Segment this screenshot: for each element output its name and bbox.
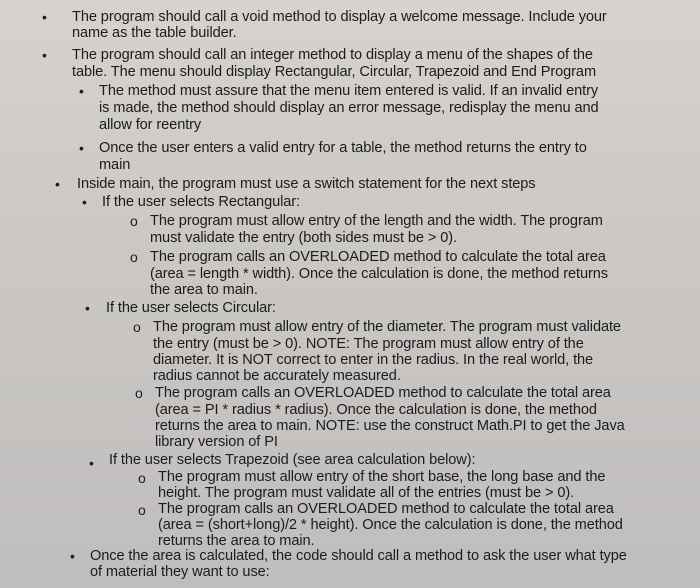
text-line: The program calls an OVERLOADED method to calculate the total area bbox=[150, 249, 606, 265]
bullet-dot: • bbox=[42, 47, 47, 63]
text-line: returns the area to main. bbox=[158, 533, 315, 549]
text-line: allow for reentry bbox=[99, 117, 202, 133]
text-line: radius cannot be accurately measured. bbox=[153, 368, 401, 384]
bullet-circle: o bbox=[133, 319, 141, 335]
text-line: is made, the method should display an error message, redisplay the menu and bbox=[99, 100, 599, 116]
text-line: name as the table builder. bbox=[72, 25, 237, 41]
text-line: If the user selects Rectangular: bbox=[102, 194, 300, 210]
bullet-circle: o bbox=[138, 470, 146, 486]
text-line: (area = length * width). Once the calculation is done, the method returns bbox=[150, 266, 608, 282]
text-line: main bbox=[99, 157, 131, 173]
text-line: Once the area is calculated, the code should call a method to ask the user what type bbox=[90, 548, 627, 564]
text-line: The program must allow entry of the diameter. The program must validate bbox=[153, 319, 621, 335]
bullet-circle: o bbox=[138, 502, 146, 518]
bullet-dot: • bbox=[79, 83, 84, 99]
text-line: of material they want to use: bbox=[90, 564, 270, 580]
text-line: The method must assure that the menu item entered is valid. If an invalid entry bbox=[99, 83, 599, 99]
text-line: diameter. It is NOT correct to enter in the radius. In the real world, the bbox=[153, 352, 594, 368]
bullet-circle: o bbox=[130, 213, 138, 229]
text-line: The program should call an integer method to display a menu of the shapes of the bbox=[72, 47, 593, 63]
text-line: The program should call a void method to display a welcome message. Include your bbox=[72, 9, 607, 25]
text-line: the entry (must be > 0). NOTE: The program must allow entry of the bbox=[153, 336, 584, 352]
bullet-circle: o bbox=[135, 385, 143, 401]
bullet-dot: • bbox=[55, 176, 60, 192]
bullet-dot: • bbox=[79, 140, 84, 156]
text-line: the area to main. bbox=[150, 282, 258, 298]
text-line: (area = (short+long)/2 * height). Once the calculation is done, the method bbox=[158, 517, 623, 533]
text-line: If the user selects Trapezoid (see area calculation below): bbox=[109, 452, 476, 468]
bullet-dot: • bbox=[42, 9, 47, 25]
text-line: height. The program must validate all of the entries (must be > 0). bbox=[158, 485, 575, 501]
text-line: The program must allow entry of the short base, the long base and the bbox=[158, 469, 606, 485]
text-line: library version of PI bbox=[155, 434, 278, 450]
bullet-dot: • bbox=[82, 194, 87, 210]
text-line: The program calls an OVERLOADED method to calculate the total area bbox=[158, 501, 614, 517]
text-line: Inside main, the program must use a switch statement for the next steps bbox=[77, 176, 536, 192]
bullet-circle: o bbox=[130, 249, 138, 265]
text-line: table. The menu should display Rectangular, Circular, Trapezoid and End Program bbox=[72, 64, 596, 80]
bullet-dot: • bbox=[70, 548, 75, 564]
text-line: (area = PI * radius * radius). Once the calculation is done, the method bbox=[155, 402, 597, 418]
text-line: If the user selects Circular: bbox=[106, 300, 276, 316]
text-line: must validate the entry (both sides must be > 0). bbox=[150, 230, 457, 246]
text-line: The program calls an OVERLOADED method to calculate the total area bbox=[155, 385, 611, 401]
text-line: returns the area to main. NOTE: use the construct Math.PI to get the Java bbox=[155, 418, 625, 434]
text-line: The program must allow entry of the length and the width. The program bbox=[150, 213, 603, 229]
bullet-dot: • bbox=[89, 455, 94, 471]
text-line: Once the user enters a valid entry for a table, the method returns the entry to bbox=[99, 140, 587, 156]
bullet-dot: • bbox=[85, 300, 90, 316]
